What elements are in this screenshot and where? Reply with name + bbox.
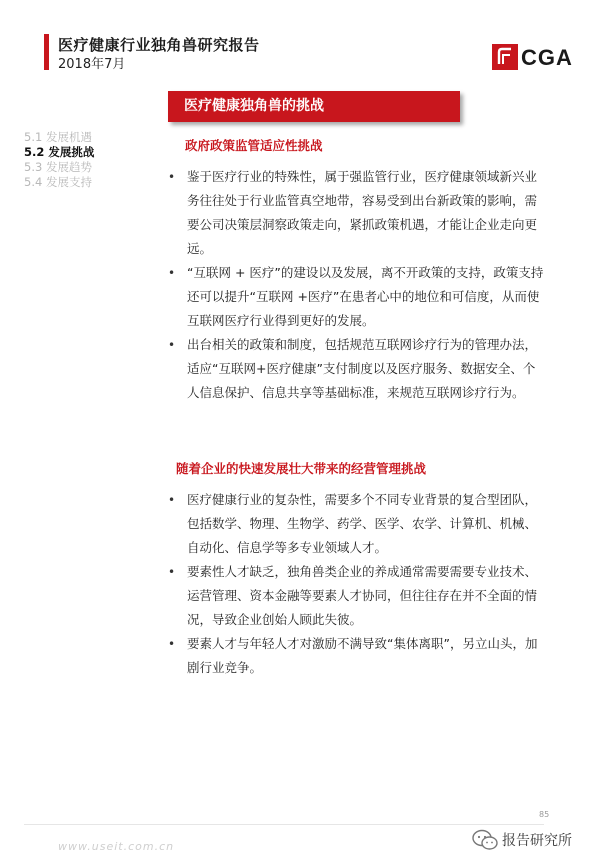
list-item — [166, 560, 546, 632]
list-item — [166, 632, 546, 680]
bullet-icon: • — [168, 170, 176, 184]
cga-logo-text: CGA — [521, 45, 573, 70]
policy-challenge-heading: 政府政策监管适应性挑战 — [185, 138, 323, 153]
management-challenge-heading: 随着企业的快速发展壮大带来的经营管理挑战 — [176, 461, 427, 476]
cga-logo-icon — [492, 44, 518, 70]
bullet-text: 鉴于医疗行业的特殊性，属于强监管行业，医疗健康领域新兴业务往往处于行业监管真空地带，容易受到出台新政策的影响，需要公司决策层洞察政策走向，紧抓政策机遇，才能让企业走向更远。 — [187, 169, 538, 256]
header-accent-bar — [44, 34, 49, 70]
side-nav-item-challenges[interactable]: 5.2 发展挑战 — [24, 145, 95, 159]
bullet-icon: • — [168, 637, 176, 651]
side-nav-item-trends[interactable]: 5.3 发展趋势 — [24, 160, 92, 174]
side-nav-item-support[interactable]: 5.4 发展支持 — [24, 175, 92, 189]
wechat-account-label: 报告研究所 — [502, 833, 572, 849]
bullet-icon: • — [168, 493, 176, 507]
bullet-icon: • — [168, 565, 176, 579]
policy-challenge-list — [166, 165, 546, 405]
bullet-text: 医疗健康行业的复杂性，需要多个不同专业背景的复合型团队，包括数学、物理、生物学、药学、医学、农学、计算机、机械、自动化、信息学等多专业领域人才。 — [187, 492, 538, 555]
list-item — [166, 165, 546, 261]
page-number: 85 — [539, 810, 550, 819]
wechat-account-badge — [472, 826, 594, 856]
bullet-text: 要素性人才缺乏，独角兽类企业的养成通常需要需要专业技术、运营管理、资本金融等要素人才协同，但往往存在并不全面的情况，导致企业创始人顾此失彼。 — [187, 564, 538, 627]
side-nav — [24, 130, 94, 190]
wechat-icon — [472, 829, 498, 851]
list-item — [166, 333, 546, 405]
side-nav-item-opportunities[interactable]: 5.1 发展机遇 — [24, 130, 92, 144]
list-item — [166, 261, 546, 333]
management-challenge-list — [166, 488, 546, 680]
document-title: 医疗健康行业独角兽研究报告 — [58, 36, 260, 54]
bullet-icon: • — [168, 266, 176, 280]
list-item — [166, 488, 546, 560]
watermark-url: www.useit.com.cn — [58, 840, 175, 853]
footer-divider — [24, 824, 544, 825]
cga-logo — [492, 44, 582, 72]
bullet-text: 出台相关的政策和制度，包括规范互联网诊疗行为的管理办法，适应“互联网+医疗健康”支付制度以及医疗服务、数据安全、个人信息保护、信息共享等基础标准，来规范互联网诊疗行为。 — [187, 337, 538, 400]
bullet-text: “互联网 + 医疗”的建设以及发展，离不开政策的支持，政策支持还可以提升“互联网 +医疗”在患者心中的地位和可信度，从而使互联网医疗行业得到更好的发展。 — [187, 265, 544, 328]
bullet-text: 要素人才与年轻人才对激励不满导致“集体离职”，另立山头，加剧行业竞争。 — [187, 636, 538, 675]
bullet-icon: • — [168, 338, 176, 352]
document-date: 2018年7月 — [58, 57, 126, 72]
section-banner: 医疗健康独角兽的挑战 — [168, 91, 460, 122]
